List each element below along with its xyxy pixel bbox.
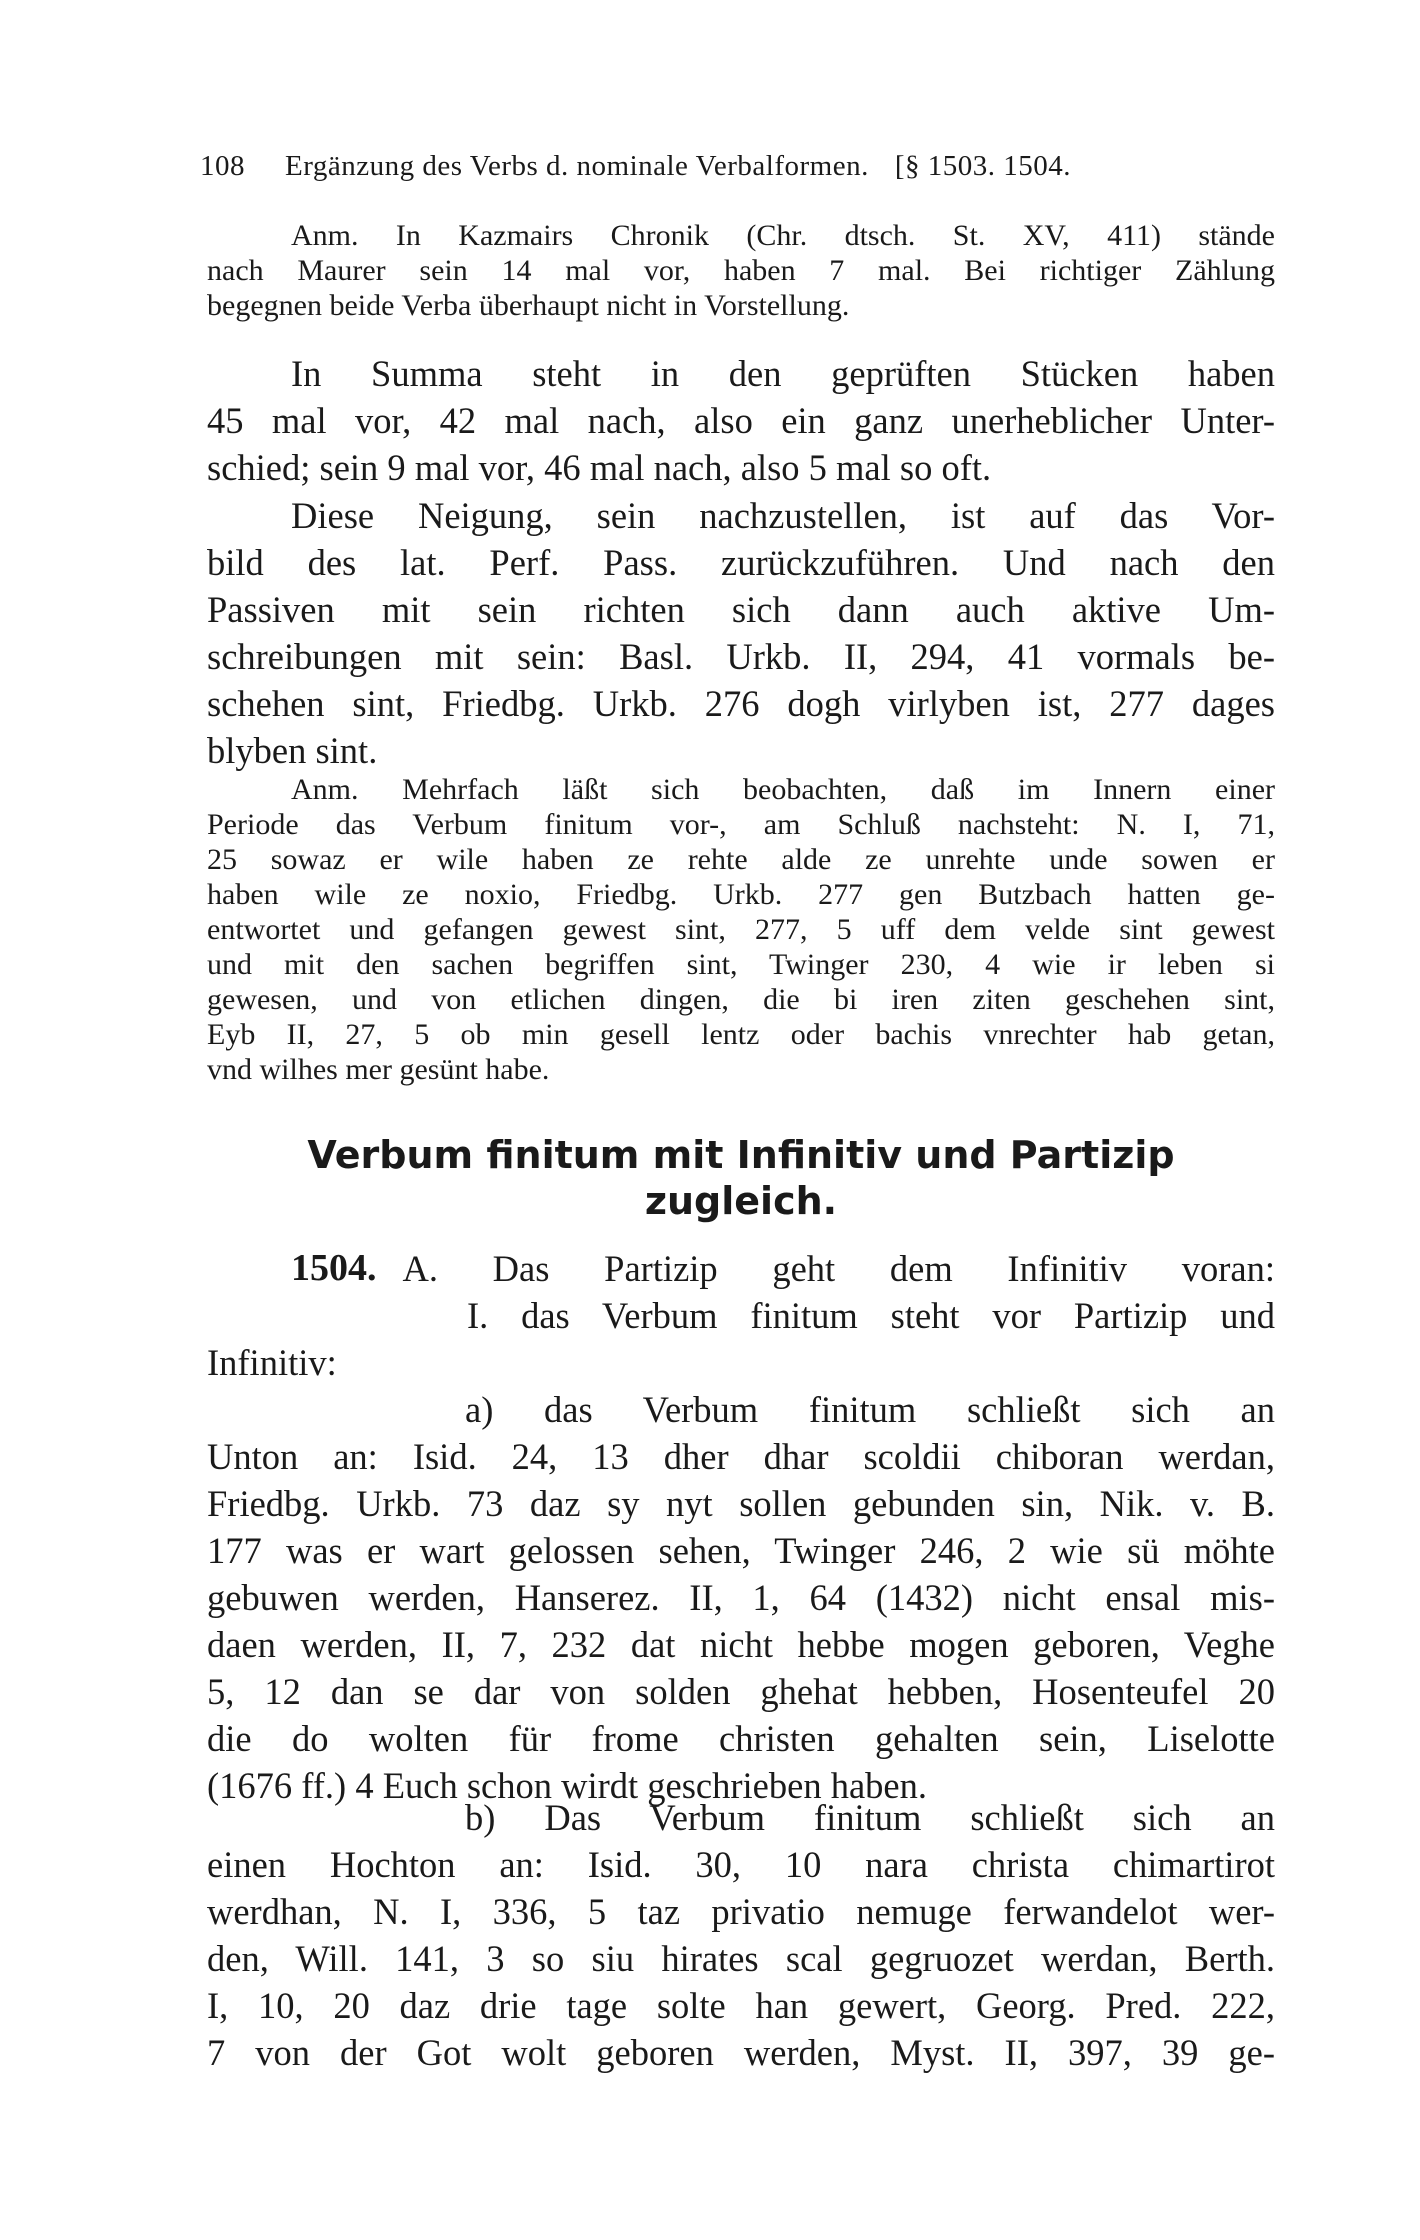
paragraph-a-line: daen werden, II, 7, 232 dat nicht hebbe mogen geboren, Veghe [207,1624,1275,1665]
paragraph-a-line: a) das Verbum finitum schließt sich an [465,1389,1275,1430]
paragraph-a-line: 177 was er wart gelossen sehen, Twinger 246, 2 wie sü möhte [207,1530,1275,1571]
section-1504-line-3: Infinitiv: [207,1342,337,1383]
paragraph-a-line: Unton an: Isid. 24, 13 dher dhar scoldii chiboran werdan, [207,1436,1275,1477]
paragraph-2-line: Diese Neigung, sein nachzustellen, ist auf das Vor- [291,495,1275,536]
note-2-line: Anm. Mehrfach läßt sich beobachten, daß im Innern einer [291,773,1275,806]
paragraph-a [207,1386,1275,1809]
paragraph-a-line: (1676 ff.) 4 Euch schon wirdt geschrieben haben. [207,1765,927,1806]
note-2-line: und mit den sachen begriffen sint, Twinger 230, 4 wie ir leben si [207,948,1275,981]
section-1504-line-2: I. das Verbum finitum steht vor Partizip und [467,1295,1275,1336]
note-1-line: Anm. In Kazmairs Chronik (Chr. dtsch. St. XV, 411) stände [291,219,1275,252]
running-header [200,150,1300,183]
paragraph-2-line: schehen sint, Friedbg. Urkb. 276 dogh virlyben ist, 277 dages [207,683,1275,724]
note-2-line: Eyb II, 27, 5 ob min gesell lentz oder bachis vnrechter hab getan, [207,1018,1275,1051]
note-1-line: nach Maurer sein 14 mal vor, haben 7 mal. Bei richtiger Zählung [207,254,1275,287]
note-2 [207,772,1275,1087]
note-2-line: 25 sowaz er wile haben ze rehte alde ze unrehte unde sowen er [207,843,1275,876]
note-1 [207,218,1275,323]
section-1504 [207,1245,1275,1386]
note-2-line: entwortet und gefangen gewest sint, 277, 5 uff dem velde sint gewest [207,913,1275,946]
paragraph-1 [207,350,1275,491]
paragraph-b-line: einen Hochton an: Isid. 30, 10 nara christa chimartirot [207,1844,1275,1885]
paragraph-b [207,1794,1275,2076]
note-1-line: begegnen beide Verba überhaupt nicht in Vorstellung. [207,289,850,322]
paragraph-2 [207,492,1275,774]
paragraph-1-line: schied; sein 9 mal vor, 46 mal nach, also 5 mal so oft. [207,447,992,488]
section-line-text: A. Das Partizip geht dem Infinitiv voran: [402,1248,1275,1289]
paragraph-1-line: 45 mal vor, 42 mal nach, also ein ganz unerheblicher Unter- [207,400,1275,441]
paragraph-b-line: werdhan, N. I, 336, 5 taz privatio nemuge ferwandelot wer- [207,1891,1275,1932]
note-2-line: vnd wilhes mer gesünt habe. [207,1053,550,1086]
section-heading [207,1132,1275,1224]
note-2-line: gewesen, und von etlichen dingen, die bi iren ziten geschehen sint, [207,983,1275,1016]
note-2-line: Periode das Verbum finitum vor-, am Schluß nachsteht: N. I, 71, [207,808,1275,841]
note-2-line: haben wile ze noxio, Friedbg. Urkb. 277 gen Butzbach hatten ge- [207,878,1275,911]
paragraph-b-line: I, 10, 20 daz drie tage solte han gewert, Georg. Pred. 222, [207,1985,1275,2026]
section-range: [§ 1503. 1504. [894,150,1072,182]
paragraph-a-line: die do wolten für frome christen gehalten sein, Liselotte [207,1718,1275,1759]
paragraph-a-line: gebuwen werden, Hanserez. II, 1, 64 (1432) nicht ensal mis- [207,1577,1275,1618]
section-1504-line-1 [207,1245,1275,1292]
paragraph-b-line: b) Das Verbum finitum schließt sich an [465,1797,1275,1838]
paragraph-a-line: Friedbg. Urkb. 73 daz sy nyt sollen gebunden sin, Nik. v. B. [207,1483,1275,1524]
paragraph-b-line: 7 von der Got wolt geboren werden, Myst. II, 397, 39 ge- [207,2032,1275,2073]
running-title: Ergänzung des Verbs d. nominale Verbalformen. [285,150,869,182]
section-heading-line: zugleich. [644,1179,838,1223]
paragraph-1-line: In Summa steht in den geprüften Stücken haben [291,353,1275,394]
section-heading-line: Verbum finitum mit Infinitiv und Partizip [307,1133,1175,1177]
paragraph-b-line: den, Will. 141, 3 so siu hirates scal gegruozet werdan, Berth. [207,1938,1275,1979]
paragraph-2-line: blyben sint. [207,730,378,771]
section-number: 1504. [291,1247,377,1289]
paragraph-a-line: 5, 12 dan se dar von solden ghehat hebben, Hosenteufel 20 [207,1671,1275,1712]
page-number: 108 [200,150,245,182]
paragraph-2-line: bild des lat. Perf. Pass. zurückzuführen. Und nach den [207,542,1275,583]
paragraph-2-line: Passiven mit sein richten sich dann auch aktive Um- [207,589,1275,630]
paragraph-2-line: schreibungen mit sein: Basl. Urkb. II, 294, 41 vormals be- [207,636,1275,677]
